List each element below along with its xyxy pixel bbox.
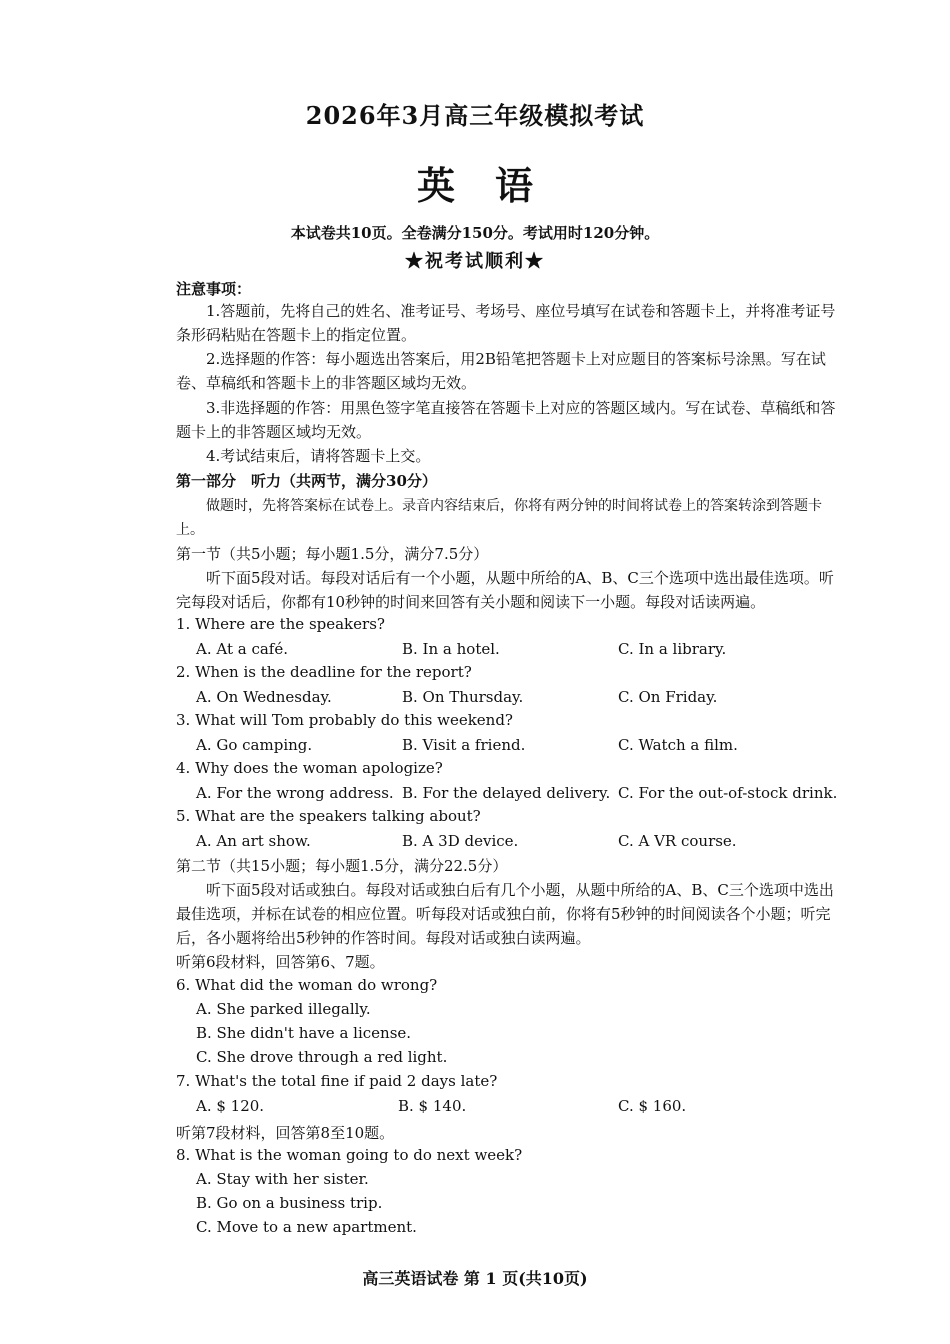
material-7-label: 听第7段材料，回答第8至10题。	[176, 1124, 395, 1142]
section2-title: 第二节（共15小题；每小题1.5分，满分22.5分）	[176, 857, 508, 875]
option-b: B. Visit a friend.	[402, 736, 526, 754]
option-a: A. Stay with her sister.	[196, 1170, 369, 1188]
option-a: A. An art show.	[196, 832, 311, 850]
option-a: A. On Wednesday.	[196, 688, 332, 706]
option-c: C. For the out-of-stock drink.	[618, 784, 838, 802]
section2-instruction: 听下面5段对话或独白。每段对话或独白后有几个小题，从题中所给的A、B、C三个选项中选出最佳选项，并标在试卷的相应位置。听每段对话或独白前，你将有5秒钟的时间阅读各个小题；听完后，各小题将给出5秒钟的作答时间。每段对话或独白读两遍。	[176, 881, 834, 947]
part1-instruction: 做题时，先将答案标在试卷上。录音内容结束后，你将有两分钟的时间将试卷上的答案转涂到答题卡上。	[176, 498, 822, 538]
question-2: 2. When is the deadline for the report?	[176, 663, 472, 681]
exam-info: 本试卷共10页。全卷满分150分。考试用时120分钟。	[290, 224, 660, 242]
option-a: A. She parked illegally.	[196, 1000, 371, 1018]
notice-item: 1.答题前，先将自己的姓名、准考证号、考场号、座位号填写在试卷和答题卡上，并将准考证号条形码粘贴在答题卡上的指定位置。	[176, 302, 836, 344]
option-b: B. A 3D device.	[402, 832, 519, 850]
question-1: 1. Where are the speakers?	[176, 615, 385, 633]
good-luck-banner: ★祝考试顺利★	[405, 251, 545, 272]
option-c: C. She drove through a red light.	[196, 1048, 448, 1066]
option-c: C. A VR course.	[618, 832, 737, 850]
question-4: 4. Why does the woman apologize?	[176, 759, 443, 777]
option-c: C. Move to a new apartment.	[196, 1218, 417, 1236]
exam-title: 2026年3月高三年级模拟考试	[305, 101, 645, 130]
section1-title: 第一节（共5小题；每小题1.5分，满分7.5分）	[176, 545, 489, 563]
notice-item: 4.考试结束后，请将答题卡上交。	[206, 447, 431, 465]
option-c: C. $ 160.	[618, 1097, 687, 1115]
question-3: 3. What will Tom probably do this weekend?	[176, 711, 513, 729]
option-c: C. In a library.	[618, 640, 727, 658]
option-b: B. $ 140.	[398, 1097, 467, 1115]
option-b: B. In a hotel.	[402, 640, 500, 658]
option-b: B. On Thursday.	[402, 688, 524, 706]
notice-item: 3.非选择题的作答：用黑色签字笔直接答在答题卡上对应的答题区域内。写在试卷、草稿纸和答题卡上的非答题区域均无效。	[176, 399, 836, 441]
page-footer: 高三英语试卷 第 1 页(共10页)	[362, 1269, 588, 1288]
question-6: 6. What did the woman do wrong?	[176, 976, 438, 994]
option-a: A. At a café.	[196, 640, 288, 658]
option-a: A. For the wrong address.	[196, 784, 394, 802]
question-8: 8. What is the woman going to do next week?	[176, 1146, 523, 1164]
option-b: B. Go on a business trip.	[196, 1194, 383, 1212]
material-6-label: 听第6段材料，回答第6、7题。	[176, 953, 385, 971]
option-a: A. Go camping.	[196, 736, 313, 754]
subject-title: 英语	[416, 163, 573, 208]
question-7: 7. What's the total fine if paid 2 days late?	[176, 1072, 498, 1090]
option-c: C. Watch a film.	[618, 736, 738, 754]
notice-title: 注意事项：	[176, 280, 252, 298]
option-c: C. On Friday.	[618, 688, 718, 706]
option-a: A. $ 120.	[196, 1097, 265, 1115]
notice-item: 2.选择题的作答：每小题选出答案后，用2B铅笔把答题卡上对应题目的答案标号涂黑。写在试卷、草稿纸和答题卡上的非答题区域均无效。	[176, 350, 826, 392]
option-b: B. She didn't have a license.	[196, 1024, 412, 1042]
section1-instruction: 听下面5段对话。每段对话后有一个小题，从题中所给的A、B、C三个选项中选出最佳选项。听完每段对话后，你都有10秒钟的时间来回答有关小题和阅读下一小题。每段对话读两遍。	[176, 569, 834, 611]
option-b: B. For the delayed delivery.	[402, 784, 611, 802]
part1-title: 第一部分 听力（共两节，满分30分）	[176, 472, 437, 490]
question-5: 5. What are the speakers talking about?	[176, 807, 481, 825]
